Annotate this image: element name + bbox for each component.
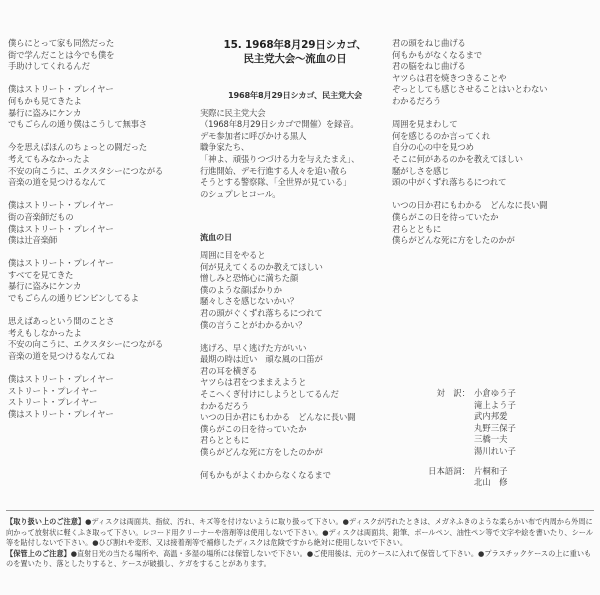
lyrics-line: 僕は辻音楽師 <box>8 235 58 246</box>
lyrics-line: 周囲に目をやると <box>200 249 266 260</box>
lyrics-line: 騒々しさを感じないかい？ <box>200 296 299 307</box>
lyrics-line: 君らとともに <box>392 223 442 234</box>
credit-label <box>392 411 474 423</box>
stanza-break <box>8 305 198 317</box>
lyrics-verse <box>392 200 597 246</box>
lyrics-line: 不安の向こうに、エクスタシーにつながる <box>8 339 164 350</box>
storage-text: ●直射日光の当たる場所や、高温・多湿の場所には保管しないで下さい。●ご使用後は、元のケースに入れて保管して下さい。●プラスチックケースの上に重いものを置いたり、落としたりすると、ケースが破損し、ケガをすることがあります。 <box>6 548 592 569</box>
lyrics-line: 憎しみと恐怖心に満ちた顔 <box>200 273 299 284</box>
lyrics-line: のシュプレヒコール。 <box>200 188 281 199</box>
lyrics-line: 君の脳をねじ曲げる <box>392 61 466 72</box>
credit-label <box>392 458 474 466</box>
lyrics-line: 不安の向こうに、エクスタシーにつながる <box>8 165 164 176</box>
lyrics-line: ぞっとしても感じさせることはいとわない <box>392 84 548 95</box>
credit-label <box>392 446 474 458</box>
credit-row <box>392 477 597 489</box>
lyrics-line: 何もかも見てきたよ <box>8 95 82 106</box>
lyrics-line: 音楽の道を見つけるなんて <box>8 177 107 188</box>
lyrics-line: ヤツらは君を焼きつきることや <box>392 72 507 83</box>
lyrics-line: ヤツらは君をつままえようと <box>200 377 307 388</box>
credit-name: 三橋一夫 <box>474 434 508 445</box>
credit-label: 対 訳： <box>436 388 470 398</box>
credit-label <box>392 400 474 412</box>
lyrics-line: すべてを見てきた <box>8 269 74 280</box>
credit-name: 小倉ゆう子 <box>474 388 516 398</box>
lyrics-line: デモ参加者に呼びかける黒人 <box>200 130 307 141</box>
credit-name: 北山 修 <box>474 477 508 488</box>
track-subheading: 1968年8月29日シカゴ、民主党大会 <box>227 90 362 100</box>
lyrics-middle-column <box>200 38 390 482</box>
credit-row <box>392 388 597 400</box>
lyrics-line: 君の耳を横ぎる <box>200 365 258 376</box>
lyrics-line: 職争家たち、 <box>200 142 250 153</box>
lyrics-line: 君の頭がぐくずれ落ちるにつれて <box>200 307 323 318</box>
storage-label: 【保管上のご注意】 <box>6 548 71 558</box>
lyrics-line: 何が見えてくるのか教えてほしい <box>200 261 323 272</box>
lyrics-line: 「神よ、頑張りつづける力を与えたまえ」、 <box>200 153 360 164</box>
lyrics-line: わかるだろう <box>392 95 442 106</box>
credit-name: 武内邦愛 <box>474 411 508 422</box>
credit-row <box>392 446 597 458</box>
lyrics-line: 何もかもがよくわからなくなるまで <box>200 470 331 481</box>
lyrics-line: 最期の時は近い 頑な風の口笛が <box>200 354 323 365</box>
credit-row <box>392 458 597 466</box>
credit-name: 片桐和子 <box>474 465 508 476</box>
lyrics-line: 僕らがどんな死に方をしたのかが <box>200 447 323 458</box>
lyrics-line: 君の頭をねじ曲げる <box>392 38 466 48</box>
credit-name: 丸野三保子 <box>474 422 516 433</box>
lyrics-line: そこに何があるのかを教えてほしい <box>392 153 523 164</box>
lyrics-line: 僕のような顔ばかりか <box>200 284 282 295</box>
lyrics-line: 僕らがこの日を待っていたか <box>392 211 499 222</box>
lyrics-line: でもごらんの通りピンピンしてるよ <box>8 293 139 304</box>
lyrics-line: 何を感じるのか言ってくれ <box>392 130 491 141</box>
care-notes <box>6 510 594 570</box>
lyrics-verse <box>392 119 597 189</box>
lyrics-line: 周囲を見まわして <box>392 119 458 130</box>
lyrics-line: 僕はストリート・プレイヤー <box>8 84 114 95</box>
credit-label <box>392 423 474 435</box>
lyrics-line: 実際に民主党大会 <box>200 107 266 118</box>
lyrics-line: 僕の言うことがわかるかい？ <box>200 319 307 330</box>
song-title: 流血の日 <box>200 232 232 243</box>
credit-label <box>392 434 474 446</box>
credit-row <box>392 434 597 446</box>
lyrics-line: そうとする警察隊、「全世界が見ている」 <box>200 177 352 188</box>
lyrics-line: 僕はストリート・プレイヤー <box>8 258 114 269</box>
lyrics-verse <box>200 343 390 459</box>
lyrics-line: 暴行に盗みにケンカ <box>8 281 82 292</box>
lyrics-line: 僕はストリート・プレイヤー <box>8 374 114 385</box>
lyrics-line: ストリート・プレイヤー <box>8 385 98 396</box>
lyrics-verse <box>200 250 390 331</box>
lyrics-line: 僕はストリート・プレイヤー <box>8 409 114 419</box>
stanza-break <box>8 189 198 201</box>
lyrics-line: 自分の心の中を見つめ <box>392 142 474 153</box>
lyrics-line: ストリート・プレイヤー <box>8 397 98 408</box>
lyrics-line: 今を思えばほんのちょっとの闘だった <box>8 142 147 153</box>
stanza-break <box>8 73 198 85</box>
lyrics-line: 僕らがどんな死に方をしたのかが <box>392 235 515 246</box>
credit-row <box>392 411 597 423</box>
lyrics-line: 僕らにとって家も同然だった <box>8 38 115 48</box>
stanza-break <box>8 131 198 143</box>
credit-row <box>392 466 597 478</box>
lyrics-line: いつの日か君にもわかる どんなに長い闘 <box>200 412 356 423</box>
lyrics-line: 頭の中がくずれ落ちるにつれて <box>392 177 507 188</box>
lyrics-line: 音楽の道を見つけるなんてね <box>8 351 115 362</box>
lyrics-line: 考えてもみなかったよ <box>8 153 90 164</box>
lyrics-line: 街の音楽師だもの <box>8 211 74 222</box>
credit-label <box>392 477 474 489</box>
translation-credits <box>392 388 597 489</box>
lyrics-line: そこへくぎ付けにしようとしてるんだ <box>200 389 339 400</box>
lyrics-line: わかるだろう <box>200 400 250 411</box>
lyrics-line: 暴行に盗みにケンカ <box>8 107 82 118</box>
credit-name: 滝上よう子 <box>474 399 516 410</box>
lyrics-right-column <box>392 38 597 247</box>
credit-name: 湯川れい子 <box>474 445 516 456</box>
lyrics-line: いつの日か君にもわかる どんなに長い闘 <box>392 200 548 211</box>
lyrics-line: 逃げろ、早く逃げた方がいい <box>200 342 307 353</box>
track-title-line-2: 民主党大会～流血の日 <box>243 53 347 65</box>
lyrics-verse <box>392 38 597 108</box>
credit-label: 日本語詞： <box>428 465 470 476</box>
lyrics-line: 手助けしてくれるんだ <box>8 61 90 72</box>
lyrics-line: 僕はストリート・プレイヤー <box>8 223 114 234</box>
lyrics-line: でもごらんの通り僕はこうして無事さ <box>8 119 147 130</box>
track-title-line-1: 15. 1968年8月29日シカゴ、 <box>223 39 367 51</box>
lyrics-line: 思えばあっという間のことさ <box>8 316 115 327</box>
credit-row <box>392 400 597 412</box>
lyrics-line: 僕はストリート・プレイヤー <box>8 200 114 211</box>
lyrics-line: 何もかもがなくなるまで <box>392 49 482 60</box>
lyrics-line: 僕らがこの日を待っていたか <box>200 423 307 434</box>
lyrics-line: （1968年8月29日シカゴで開催）を録音。 <box>200 119 359 130</box>
lyrics-line: 君らとともに <box>200 435 250 446</box>
lyrics-line: 街で学んだことは今でも僕を <box>8 49 115 60</box>
lyrics-line: 考えもしなかったよ <box>8 327 82 338</box>
lyrics-line: 行進開始、デモ行進する人々を追い散ら <box>200 165 348 176</box>
track-description <box>200 108 390 201</box>
stanza-break <box>8 363 198 375</box>
handling-label: 【取り扱い上のご注意】 <box>6 517 86 526</box>
handling-text: ●ディスクは両面共、指紋、汚れ、キズ等を付けないように取り扱って下さい。●ディスクが汚れたときは、メガネふきのような柔らかい布で内周から外周に向かって放射状に軽くふき取って下さい。レコード用クリーナーや溶剤等は使用しないで下さい。●ディスクは両面共、鉛筆、ボールペン、油性ペン等で文字や絵を書いたり、シール等を貼付しないで下さい。●ひび割れや変形、又は接着剤等で補修したディスクは危険ですから絶対に使用しないで下さい。 <box>6 517 594 548</box>
stanza-break <box>8 247 198 259</box>
credit-name <box>474 458 597 466</box>
lyrics-left-column <box>8 38 198 421</box>
credit-row <box>392 423 597 435</box>
lyrics-line: 騒がしさを感じ <box>392 165 450 176</box>
